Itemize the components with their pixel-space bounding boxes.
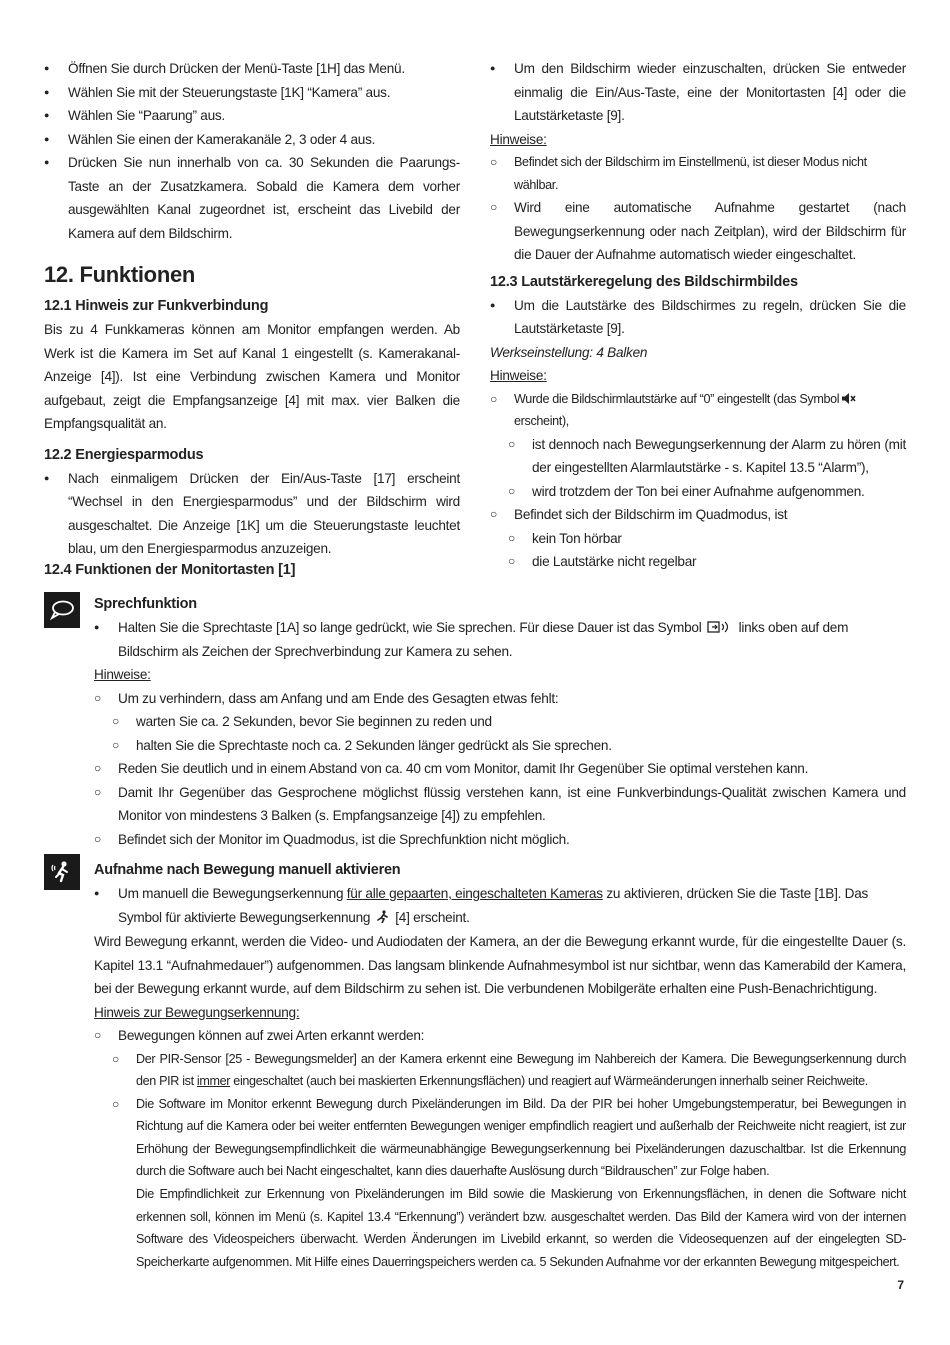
note-text: Die Empfindlichkeit zur Erkennung von Pixeländerungen im Bild sowie die Maskierung von Erkennungsflächen, in denen die Software nicht erkennen soll, können im Menü (s. Kapitel 13.4 “Erkennung”) verändert bzw. ausgeschaltet werden. Das Bild der Kamera wird von der internen Software des Videospeichers überwacht. Werden Änderungen im Livebild erkannt, so werden die Videosequenzen auf der eingelegten SD-Speicherkarte aufgenommen. Mit Hilfe eines Dauerringspeichers werden ca. 5 Sekunden Aufnahme vor der erkannten Bewegung mitgespeichert.: [136, 1187, 906, 1269]
list-item: ○ Damit Ihr Gegenüber das Gesprochene möglichst flüssig verstehen kann, ist eine Funkverbindungs-Qualität zwischen Kamera und Monitor von mindestens 3 Balken (s. Empfangsanzeige [4]) zu empfehlen.: [94, 781, 906, 828]
note-text: Der PIR-Sensor [25 - Bewegungsmelder] an der Kamera erkennt eine Bewegung im Nahbereich der Kamera. Die Bewegungserkennung durch den PIR ist: [136, 1051, 906, 1089]
chapter-title: 12. Funktionen: [44, 262, 196, 287]
bullet-text: zu aktivieren, drücken Sie die Taste [1B]. Das Symbol für aktivierte Bewegungserkennung: [118, 886, 869, 925]
list-item: [112, 1093, 906, 1274]
list-item: ● Um den Bildschirm wieder einzuschalten, drücken Sie entweder einmalig die Ein/Aus-Taste, eine der Monitortasten [4] oder die Lautstärketaste [9].: [490, 57, 906, 128]
talk-symbol-icon: [707, 621, 733, 634]
list-item: ○ wird trotzdem der Ton bei einer Aufnahme aufgenommen.: [508, 480, 906, 504]
hinweise-label: Hinweise:: [94, 667, 151, 682]
section-title-12-4: 12.4 Funktionen der Monitortasten [1]: [44, 562, 296, 578]
motion-paragraph: Wird Bewegung erkannt, werden die Video- und Audiodaten der Kamera, an der die Bewegung erkannt wurde, für die eingestellte Dauer (s. Kapitel 13.1 “Aufnahmedauer”) aufgenommen. Das langsam blinkende Aufnahmesymbol ist nur sichtbar, wenn das Kamerabild der Kamera, bei der Bewegung erkannt wurde, auf dem Bildschirm zu sehen ist. Die verbundenen Mobilgeräte erhalten eine Push-Benachrichtigung.: [94, 934, 906, 996]
motion-block: [94, 859, 906, 929]
list-item: ○ Um zu verhindern, dass am Anfang und am Ende des Gesagten etwas fehlt:: [94, 687, 906, 711]
list-item: ○ die Lautstärke nicht regelbar: [508, 550, 906, 574]
speech-bubble-icon: [44, 592, 80, 628]
list-item: ○ Reden Sie deutlich und in einem Abstand von ca. 40 cm vom Monitor, damit Ihr Gegenüber Sie optimal verstehen kann.: [94, 757, 906, 781]
list-item: ○ halten Sie die Sprechtaste noch ca. 2 Sekunden länger gedrückt als Sie sprechen.: [112, 734, 906, 758]
list-item: ○ kein Ton hörbar: [508, 527, 906, 551]
list-item: [94, 616, 906, 663]
section-text-12-1: Bis zu 4 Funkkameras können am Monitor empfangen werden. Ab Werk ist die Kamera im Set auf Kanal 1 eingestellt (s. Kamerakanal-Anzeige [4]). Ist eine Verbindung zwischen Kamera und Monitor aufgebaut, zeigt die Empfangsanzeige [4] mit max. vier Balken die Empfangsqualität an.: [44, 322, 460, 431]
section-12-4: [44, 559, 906, 1269]
note-text: eingeschaltet (auch bei maskierten Erkennungsflächen) und reagiert auf Wärmeänderungen innerhalb seiner Reichweite.: [230, 1074, 868, 1089]
list-item: ● Öffnen Sie durch Drücken der Menü-Taste [1H] das Menü.: [44, 57, 460, 81]
list-item: ○ Befindet sich der Bildschirm im Quadmodus, ist: [490, 503, 906, 527]
list-item: ● Wählen Sie mit der Steuerungstaste [1K] “Kamera” aus.: [44, 81, 460, 105]
section-title-12-2: 12.2 Energiesparmodus: [44, 446, 204, 463]
hinweise-label: Hinweise:: [490, 368, 547, 384]
hinweis-label: Hinweis zur Bewegungserkennung:: [94, 1004, 300, 1020]
right-column: [490, 57, 906, 574]
page-number: 7: [897, 1278, 904, 1292]
list-item: ○ Wird eine automatische Aufnahme gestartet (nach Bewegungserkennung oder nach Zeitplan), wird der Bildschirm für die Dauer der Aufnahme automatisch wieder eingeschaltet.: [490, 196, 906, 267]
motion-title: Aufnahme nach Bewegung manuell aktivieren: [94, 862, 401, 878]
list-item: ○ Befindet sich der Bildschirm im Einstellmenü, ist dieser Modus nicht wählbar.: [490, 151, 906, 196]
list-item: [490, 388, 906, 433]
hinweise-label: Hinweise:: [490, 131, 547, 147]
list-item: [94, 882, 906, 929]
list-item: [112, 1048, 906, 1093]
section-title-12-3: 12.3 Lautstärkeregelung des Bildschirmbildes: [490, 273, 798, 290]
motion-person-icon: [377, 910, 389, 923]
list-item: ○ Bewegungen können auf zwei Arten erkannt werden:: [94, 1024, 906, 1048]
bullet-text: Halten Sie die Sprechtaste [1A] so lange gedrückt, wie Sie sprechen. Für diese Dauer ist das Symbol: [118, 620, 702, 635]
note-text: erscheint),: [514, 414, 569, 429]
list-item: ○ Befindet sich der Monitor im Quadmodus, ist die Sprechfunktion nicht möglich.: [94, 828, 906, 852]
bullet-text: für alle gepaarten, eingeschalteten Kameras: [346, 886, 603, 901]
sprechfunktion-block: [94, 593, 906, 851]
note-text: Wurde die Bildschirmlautstärke auf “0” eingestellt (das Symbol: [514, 391, 840, 406]
bullet-text: [4] erscheint.: [395, 909, 470, 925]
list-item: ● Nach einmaligem Drücken der Ein/Aus-Taste [17] erscheint “Wechsel in den Energiesparmodus” und der Bildschirm wird ausgeschaltet. Die Anzeige [1K] um die Steuerungstaste leuchtet blau, um den Energiesparmodus anzuzeigen.: [44, 467, 460, 561]
list-item: ○ warten Sie ca. 2 Sekunden, bevor Sie beginnen zu reden und: [112, 710, 906, 734]
pairing-steps: [44, 57, 460, 245]
list-item: ○ ist dennoch nach Bewegungserkennung der Alarm zu hören (mit der eingestellten Alarmlautstärke - s. Kapitel 13.5 “Alarm”),: [508, 433, 906, 480]
motion-details: [94, 930, 906, 1273]
section-title-12-1: 12.1 Hinweis zur Funkverbindung: [44, 298, 269, 314]
note-text: ○ Die Software im Monitor erkennt Bewegung durch Pixeländerungen im Bild. Da der PIR bei hoher Umgebungstemperatur, bei Bewegungen in Richtung auf die Kamera oder bei weiter entfernten Bewegungen weniger empfindlich reagiert und außerhalb der Reichweite nicht reagiert, ist zur Erhöhung der Bewegungsempfindlichkeit die wärmeunabhängige Bewegungserkennung bei Pixeländerungen dazuschaltbar. Ist die Erkennung durch die Software auch bei Nacht eingeschaltet, kann dies dauerhafte Auslösung durch “Bildrauschen” zur Folge haben.: [136, 1096, 906, 1179]
left-column: [44, 57, 460, 561]
bullet-text: Um manuell die Bewegungserkennung: [118, 886, 347, 901]
list-item: ● Drücken Sie nun innerhalb von ca. 30 Sekunden die Paarungs-Taste an der Zusatzkamera. Sobald die Kamera dem vorher ausgewählten Kanal zugeordnet ist, erscheint das Livebild der Kamera auf dem Bildschirm.: [44, 151, 460, 245]
running-person-icon: [44, 854, 80, 890]
bullet-text: links oben auf dem Bildschirm als Zeichen der Sprechverbindung zur Kamera zu sehen.: [118, 620, 849, 659]
list-item: ● Wählen Sie “Paarung” aus.: [44, 104, 460, 128]
note-text: immer: [196, 1074, 231, 1089]
sprechfunktion-title: Sprechfunktion: [94, 596, 197, 612]
list-item: ● Um die Lautstärke des Bildschirmes zu regeln, drücken Sie die Lautstärketaste [9].: [490, 294, 906, 341]
werkseinstellung: Werkseinstellung: 4 Balken: [490, 344, 648, 360]
speaker-mute-icon: [842, 393, 856, 404]
list-item: ● Wählen Sie einen der Kamerakanäle 2, 3 oder 4 aus.: [44, 128, 460, 152]
